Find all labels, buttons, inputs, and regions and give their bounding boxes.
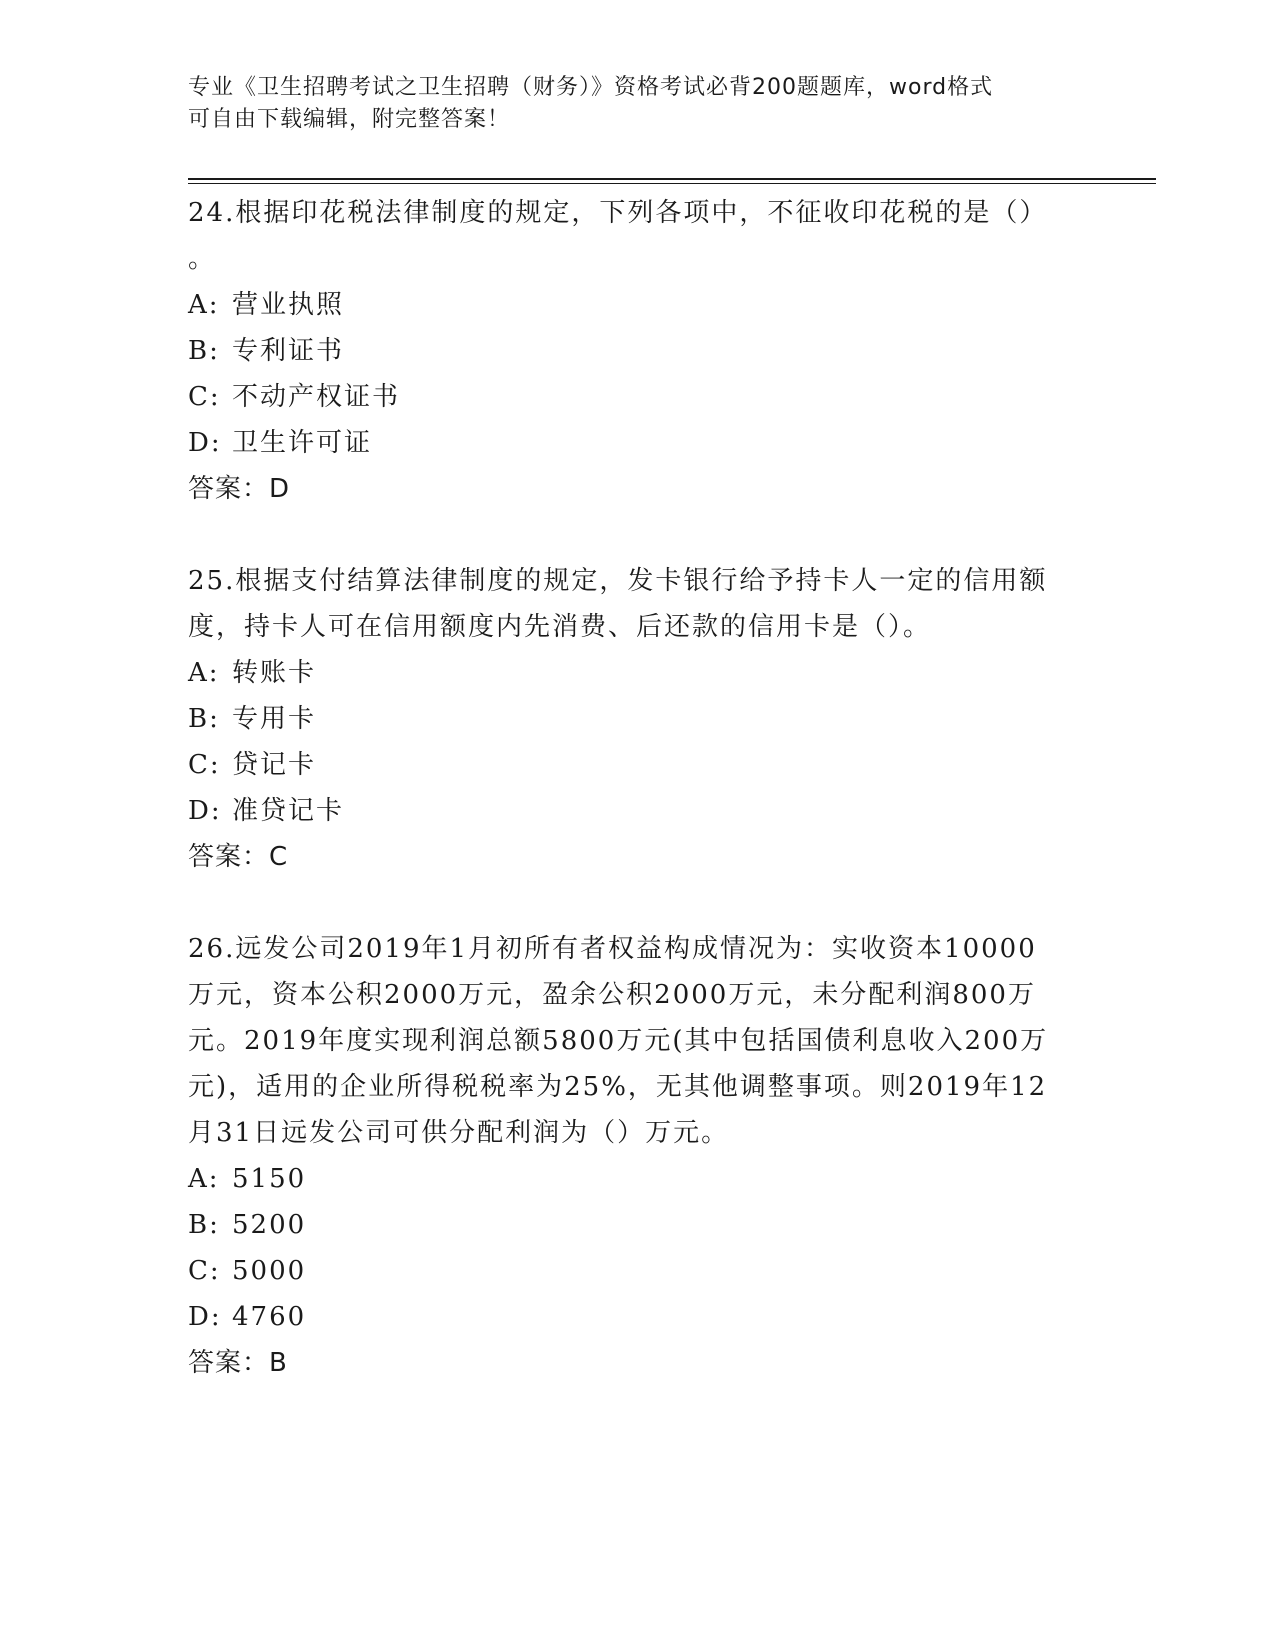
option-key: A: xyxy=(188,658,220,688)
option-text: 准贷记卡 xyxy=(232,796,345,826)
answer-text: 答案：B xyxy=(188,1348,288,1378)
option-key: C: xyxy=(188,1256,221,1286)
option-key: C: xyxy=(188,382,221,412)
option-key: A: xyxy=(188,1164,220,1194)
question-list xyxy=(188,190,1088,1432)
option-text: 专用卡 xyxy=(232,704,317,734)
question-stem-line: 万元，资本公积2000万元，盈余公积2000万元，未分配利润800万 xyxy=(188,980,1036,1010)
option-b xyxy=(188,328,1088,374)
option-key: C: xyxy=(188,750,221,780)
option-d xyxy=(188,1294,1088,1340)
option-d xyxy=(188,420,1088,466)
question-stem-line: 度，持卡人可在信用额度内先消费、后还款的信用卡是（）。 xyxy=(188,612,932,642)
option-a xyxy=(188,650,1088,696)
option-key: B: xyxy=(188,1210,220,1240)
option-text: 贷记卡 xyxy=(232,750,317,780)
option-c xyxy=(188,374,1088,420)
option-key: B: xyxy=(188,336,220,366)
header-divider-thin xyxy=(188,183,1156,184)
question-25 xyxy=(188,558,1088,880)
document-header xyxy=(188,72,1068,136)
option-c xyxy=(188,1248,1088,1294)
question-stem-line: 月31日远发公司可供分配利润为（）万元。 xyxy=(188,1118,730,1148)
option-a xyxy=(188,282,1088,328)
option-key: D: xyxy=(188,1302,222,1332)
question-stem-line: 25.根据支付结算法律制度的规定，发卡银行给予持卡人一定的信用额 xyxy=(188,566,1048,596)
header-line-1: 专业《卫生招聘考试之卫生招聘（财务）》资格考试必背200题题库，word格式 xyxy=(188,75,994,100)
option-key: B: xyxy=(188,704,220,734)
question-stem-line: 26.远发公司2019年1月初所有者权益构成情况为：实收资本10000 xyxy=(188,934,1037,964)
option-text: 5150 xyxy=(232,1164,307,1194)
option-text: 营业执照 xyxy=(232,290,345,320)
option-key: D: xyxy=(188,796,222,826)
option-text: 转账卡 xyxy=(232,658,317,688)
option-text: 5200 xyxy=(232,1210,307,1240)
option-text: 5000 xyxy=(232,1256,307,1286)
option-a xyxy=(188,1156,1088,1202)
option-d xyxy=(188,788,1088,834)
question-26 xyxy=(188,926,1088,1386)
header-line-2: 可自由下载编辑，附完整答案！ xyxy=(188,107,511,132)
option-c xyxy=(188,742,1088,788)
option-key: D: xyxy=(188,428,222,458)
option-text: 4760 xyxy=(232,1302,307,1332)
option-key: A: xyxy=(188,290,220,320)
answer-text: 答案：C xyxy=(188,842,289,872)
option-b xyxy=(188,1202,1088,1248)
answer-text: 答案：D xyxy=(188,474,291,504)
option-text: 专利证书 xyxy=(232,336,345,366)
header-divider-thick xyxy=(188,178,1156,180)
question-stem-line: 元。2019年度实现利润总额5800万元(其中包括国债利息收入200万 xyxy=(188,1026,1049,1056)
question-stem-line: 元)，适用的企业所得税税率为25%，无其他调整事项。则2019年12 xyxy=(188,1072,1048,1102)
question-stem-line: 24.根据印花税法律制度的规定，下列各项中，不征收印花税的是（） xyxy=(188,198,1048,228)
question-stem-line: 。 xyxy=(188,244,217,274)
option-text: 卫生许可证 xyxy=(232,428,373,458)
question-24 xyxy=(188,190,1088,512)
option-text: 不动产权证书 xyxy=(232,382,401,412)
option-b xyxy=(188,696,1088,742)
